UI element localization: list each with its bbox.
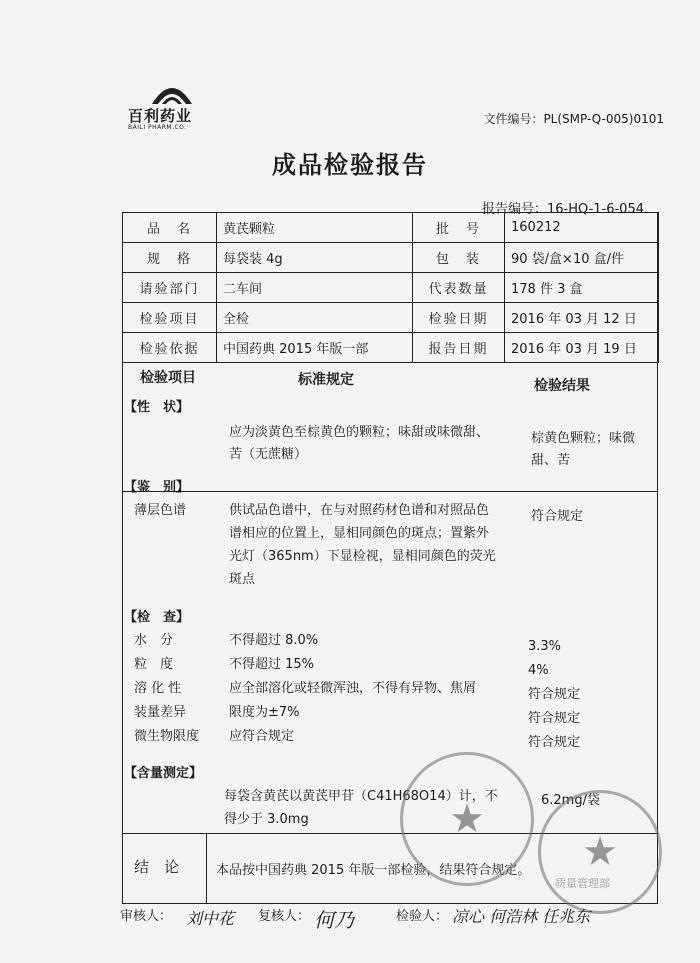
checker-signature: 何乃 bbox=[314, 908, 354, 932]
check-standard: 不得超过 8.0% bbox=[229, 633, 319, 648]
batch-label: 批 号 bbox=[413, 213, 505, 243]
logo-en-text: BAILI PHARM.CO. bbox=[128, 124, 187, 131]
appearance-section-title: 【性 状】 bbox=[124, 400, 190, 415]
check-result: 3.3% bbox=[528, 639, 562, 654]
test-date-value: 2016 年 03 月 12 日 bbox=[505, 303, 659, 333]
identification-section-title: 【鉴 别】 bbox=[124, 480, 190, 495]
pack-label: 包 装 bbox=[413, 243, 505, 273]
inspector-signature: 凉心 何浩林 任兆东 bbox=[452, 907, 591, 926]
assay-section-title: 【含量测定】 bbox=[124, 766, 203, 781]
table-row bbox=[123, 303, 659, 333]
company-logo bbox=[128, 78, 218, 131]
checks-section-title: 【检 查】 bbox=[124, 610, 190, 625]
check-name: 溶 化 性 bbox=[134, 681, 182, 696]
product-label: 品 名 bbox=[123, 213, 217, 243]
check-result: 符合规定 bbox=[528, 711, 581, 726]
logo-arch-icon bbox=[150, 78, 194, 104]
report-title: 成品检验报告 bbox=[272, 151, 428, 179]
checker-label: 复核人： bbox=[258, 909, 311, 924]
reviewer-signature: 刘中花 bbox=[186, 909, 235, 928]
assay-result: 6.2mg/袋 bbox=[541, 793, 600, 808]
conclusion-label: 结 论 bbox=[134, 858, 180, 876]
qty-value: 178 件 3 盒 bbox=[505, 273, 659, 303]
tlc-result: 符合规定 bbox=[531, 509, 584, 524]
reviewer-label: 审核人： bbox=[120, 909, 173, 924]
file-number: 文件编号：PL(SMP-Q-005)0101 bbox=[483, 112, 664, 126]
conclusion-text: 本品按中国药典 2015 年版一部检验，结果符合规定。 bbox=[216, 863, 531, 878]
pack-value: 90 袋/盒×10 盒/件 bbox=[505, 243, 659, 273]
appearance-standard-line2: 苦（无蔗糖） bbox=[229, 447, 308, 462]
item-value: 全检 bbox=[217, 303, 413, 333]
basis-label: 检验依据 bbox=[123, 333, 217, 363]
table-row bbox=[123, 243, 659, 273]
check-standard: 不得超过 15% bbox=[229, 657, 315, 672]
spec-value: 每袋装 4g bbox=[217, 243, 413, 273]
tlc-standard-line3: 光灯（365nm）下显检视，显相同颜色的荧光 bbox=[229, 549, 496, 564]
qa-dept-text: 质量管理部 bbox=[555, 877, 610, 890]
product-value: 黄芪颗粒 bbox=[217, 213, 413, 243]
check-result: 4% bbox=[528, 663, 549, 678]
table-row bbox=[123, 273, 659, 303]
logo-cn-text: 百利药业 bbox=[128, 107, 193, 125]
item-label: 检验项目 bbox=[123, 303, 217, 333]
check-standard: 应符合规定 bbox=[229, 729, 295, 744]
check-result: 符合规定 bbox=[528, 735, 581, 750]
star-icon: ★ bbox=[582, 829, 618, 875]
check-name: 粒 度 bbox=[134, 657, 174, 672]
report-date-value: 2016 年 03 月 19 日 bbox=[505, 333, 659, 363]
table-row bbox=[123, 213, 659, 243]
official-seal-stamp bbox=[400, 752, 534, 886]
divider-line bbox=[206, 833, 207, 903]
dept-value: 二车间 bbox=[217, 273, 413, 303]
check-name: 微生物限度 bbox=[134, 729, 200, 744]
column-item-heading: 检验项目 bbox=[140, 370, 196, 386]
star-icon: ★ bbox=[449, 796, 485, 842]
tlc-standard-line2: 谱相应的位置上，显相同颜色的斑点；置紫外 bbox=[229, 526, 490, 541]
assay-standard-line2: 得少于 3.0mg bbox=[224, 812, 309, 827]
appearance-result-line2: 甜、苦 bbox=[531, 453, 571, 468]
check-name: 装量差异 bbox=[134, 705, 187, 720]
divider-line bbox=[122, 491, 658, 492]
check-standard: 应全部溶化或轻微浑浊，不得有异物、焦屑 bbox=[229, 681, 477, 696]
appearance-standard-line1: 应为淡黄色至棕黄色的颗粒；味甜或味微甜、 bbox=[229, 425, 490, 440]
qa-department-stamp bbox=[538, 790, 662, 914]
check-name: 水 分 bbox=[134, 633, 174, 648]
table-row bbox=[123, 333, 659, 363]
check-standard: 限度为±7% bbox=[229, 705, 300, 720]
test-date-label: 检验日期 bbox=[413, 303, 505, 333]
qty-label: 代表数量 bbox=[413, 273, 505, 303]
tlc-item-name: 薄层色谱 bbox=[134, 503, 187, 518]
basis-value: 中国药典 2015 年版一部 bbox=[217, 333, 413, 363]
report-number: 报告编号：16-HQ-1-6-054 bbox=[481, 202, 644, 217]
dept-label: 请验部门 bbox=[123, 273, 217, 303]
batch-value: 160212 bbox=[505, 213, 659, 243]
info-table bbox=[122, 212, 659, 363]
assay-standard-line1: 每袋含黄芪以黄芪甲苷（C41H68O14）计，不 bbox=[224, 789, 498, 804]
column-standard-heading: 标准规定 bbox=[298, 372, 354, 388]
appearance-result-line1: 棕黄色颗粒；味微 bbox=[531, 431, 636, 446]
tlc-standard-line4: 斑点 bbox=[229, 572, 256, 587]
spec-label: 规 格 bbox=[123, 243, 217, 273]
report-date-label: 报告日期 bbox=[413, 333, 505, 363]
tlc-standard-line1: 供试品色谱中，在与对照药材色谱和对照品色 bbox=[229, 503, 490, 518]
column-result-heading: 检验结果 bbox=[534, 378, 590, 394]
inspector-label: 检验人： bbox=[396, 909, 449, 924]
check-result: 符合规定 bbox=[528, 687, 581, 702]
